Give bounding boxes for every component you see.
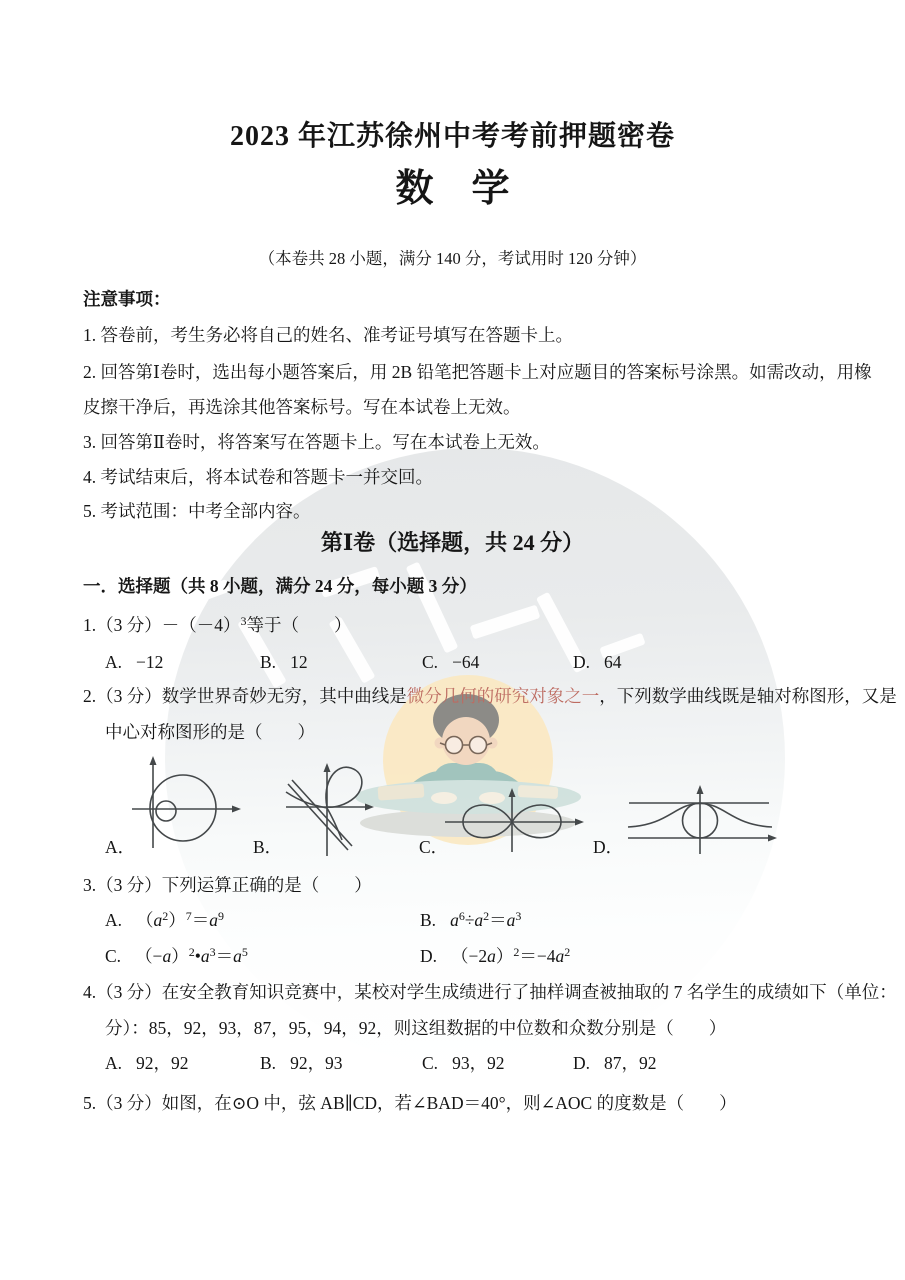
option-value: −64 [452,652,480,672]
option-value: 93，92 [452,1053,505,1073]
question-3-option-c [105,943,248,969]
paper-subject: 数 学 [395,168,510,210]
section-1-title: 第Ⅰ卷（选择题，共 24 分） [320,530,585,555]
option-label: D. [573,652,591,672]
question-3-option-b [420,907,521,933]
option-label: C. [422,652,439,672]
question-1-option-d [573,649,622,675]
part-1-heading: 一．选择题（共 8 小题，满分 24 分，每小题 3 分） [83,576,477,596]
option-formula: $(-2a)^2=-4a^2$ [451,945,571,966]
option-label: C. [105,946,122,966]
notice-line: 3. 回答第Ⅱ卷时，将答案写在答题卡上。写在本试卷上无效。 [83,432,550,452]
option-formula: $(-a)^2•a^3=a^5$ [135,945,248,966]
option-formula: $(a^2)^7=a^9$ [136,909,225,930]
option-label: B. [420,910,437,930]
question-3-option-d [420,943,570,969]
curve-figure-d [625,782,781,856]
notice-line: 2. 回答第Ⅰ卷时，选出每小题答案后，用 2B 铅笔把答题卡上对应题目的答案标号涂黑。如需改动，用橡 [83,362,872,382]
question-3-option-a [105,907,224,933]
option-label: D. [420,946,438,966]
question-2-highlight-text: 微分几何的研究对象之一 [406,686,600,706]
question-5-stem: 5.（3 分）如图，在⊙O 中，弦 AB∥CD，若∠BAD＝40°，则∠AOC 的度数是（ ） [83,1093,737,1113]
curve-figure-a [128,754,248,852]
question-2-stem-line-2: 中心对称图形的是（ ） [105,722,315,742]
option-value: 92，92 [136,1053,189,1073]
option-value: 87，92 [604,1053,657,1073]
option-label: B. [260,652,277,672]
paper-meta: （本卷共 28 小题，满分 140 分，考试用时 120 分钟） [258,249,647,268]
curve-figure-b [280,760,382,858]
option-label: D. [573,1053,591,1073]
question-2-text: 2.（3 分）数学世界奇妙无穷，其中曲线是 [83,686,407,706]
question-2-text: ，下列数学曲线既是轴对称图形，又是 [599,686,897,706]
question-3-stem: 3.（3 分）下列运算正确的是（ ） [83,875,372,895]
question-4-stem-line-2: 分）：85，92，93，87，95，94，92，则这组数据的中位数和众数分别是（ ） [105,1018,727,1038]
option-label: B. [260,1053,277,1073]
question-2-stem-line-1 [83,683,897,709]
option-label: A. [105,1053,123,1073]
curve-label-b: B． [253,837,283,857]
option-value: 92，93 [290,1053,343,1073]
question-4-option-c [422,1050,505,1076]
curve-figure-c [440,786,592,856]
notice-line: 皮擦干净后，再选涂其他答案标号。写在本试卷上无效。 [83,397,521,417]
curve-label-d: D． [593,837,624,857]
question-1-option-a [105,649,163,675]
option-label: A. [105,910,123,930]
option-value: 12 [290,652,308,672]
notice-heading: 注意事项： [83,289,171,309]
notice-line: 4. 考试结束后，将本试卷和答题卡一并交回。 [83,467,433,487]
option-value: 64 [604,652,622,672]
option-label: C. [422,1053,439,1073]
question-1-stem: 1.（3 分）$-(-4)^3$等于（ ） [83,614,352,635]
question-4-option-d [573,1050,657,1076]
curve-label-a: A． [105,837,136,857]
question-4-stem-line-1: 4.（3 分）在安全教育知识竞赛中，某校对学生成绩进行了抽样调查被抽取的 7 名学生的成绩如下（单位： [83,982,897,1002]
question-1-option-b [260,649,308,675]
notice-line: 1. 答卷前，考生务必将自己的姓名、准考证号填写在答题卡上。 [83,325,573,345]
option-value: −12 [136,652,164,672]
option-label: A. [105,652,123,672]
question-4-option-a [105,1050,189,1076]
option-formula: $a^6\div a^2=a^3$ [450,909,522,930]
question-1-option-c [422,649,479,675]
curve-label-c: C． [419,837,449,857]
question-4-option-b [260,1050,343,1076]
paper-title: 2023 年江苏徐州中考考前押题密卷 [229,121,675,152]
notice-line: 5. 考试范围：中考全部内容。 [83,501,311,521]
